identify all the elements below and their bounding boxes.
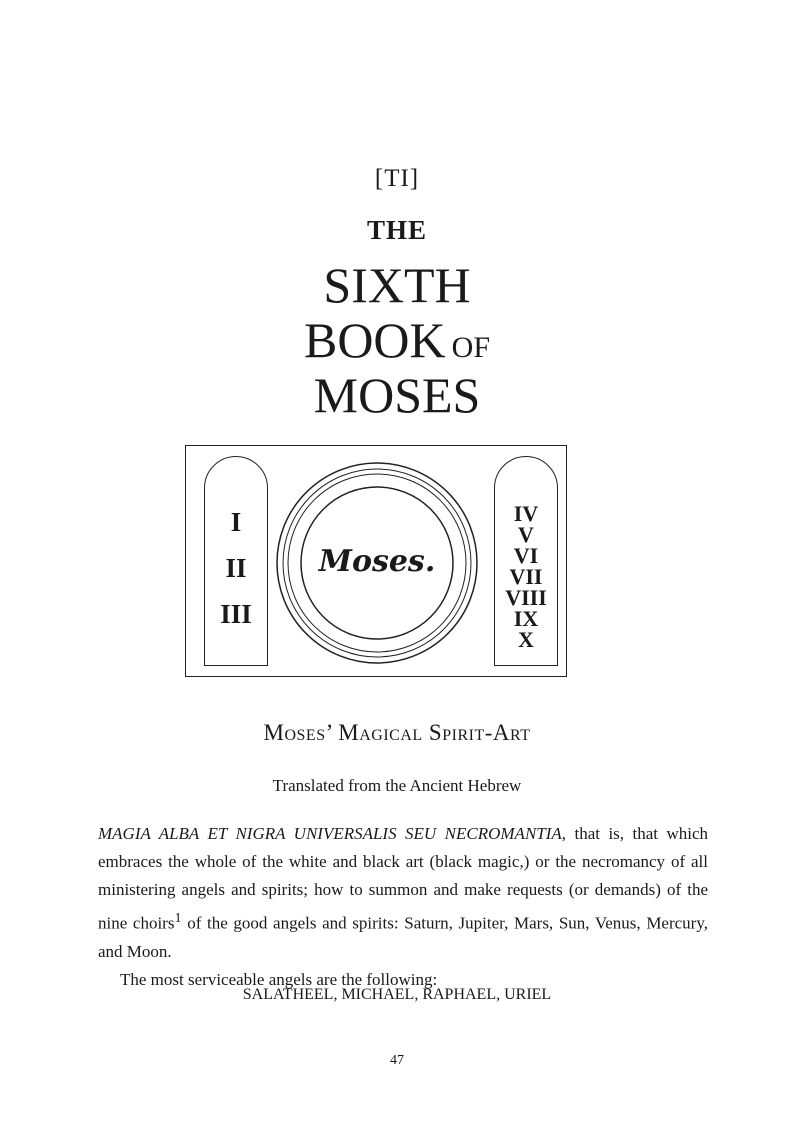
numeral-vii: VII	[509, 564, 543, 589]
emblem-illustration	[185, 445, 567, 677]
title-of-word: OF	[451, 331, 491, 364]
numeral-iv: IV	[513, 501, 539, 526]
title-sixth: SIXTH	[323, 257, 471, 313]
title-moses: MOSES	[313, 367, 481, 423]
latin-lead: MAGIA ALBA ET NIGRA UNIVERSALIS SEU NECROMANTIA,	[98, 824, 567, 843]
left-tablet	[204, 456, 268, 666]
numeral-viii: VIII	[505, 585, 547, 610]
numeral-ix: IX	[513, 606, 539, 631]
section-subtitle: Moses’ Magical Spirit-Art	[263, 720, 531, 745]
title-book	[0, 313, 794, 375]
title-the: THE	[366, 215, 428, 245]
chapter-code: [TI]	[374, 165, 420, 192]
body-text	[98, 820, 708, 994]
numeral-v: V	[518, 522, 534, 547]
numeral-x: X	[518, 627, 534, 652]
paragraph-1: MAGIA ALBA ET NIGRA UNIVERSALIS SEU NECROMANTIA, that is, that which embraces the whole of the white and black art (black magic,) or the necromancy of all ministering angels and spirits; how to summon and make requests (or demands) of the nine choirs$^1$ of the good angels and spirits: Saturn, Jupiter, Mars, Sun, Venus, Mercury, and Moon.	[98, 824, 708, 961]
right-tablet	[494, 456, 558, 666]
angel-names: SALATHEEL, MICHAEL, RAPHAEL, URIEL	[242, 986, 552, 1003]
numeral-ii: II	[225, 553, 247, 583]
chapter-code-text: TI	[384, 165, 410, 192]
translated-note: Translated from the Ancient Hebrew	[272, 776, 522, 795]
numeral-iii: III	[220, 599, 252, 629]
footnote-mark: 1	[174, 910, 182, 926]
numeral-i: I	[230, 507, 242, 537]
paragraph-2: The most serviceable angels are the following:	[120, 969, 438, 989]
seal-moses-text: Moses.	[318, 544, 436, 579]
numeral-vi: VI	[513, 543, 539, 568]
page-number: 47	[390, 1053, 404, 1068]
title-book-word: BOOK	[303, 312, 446, 368]
